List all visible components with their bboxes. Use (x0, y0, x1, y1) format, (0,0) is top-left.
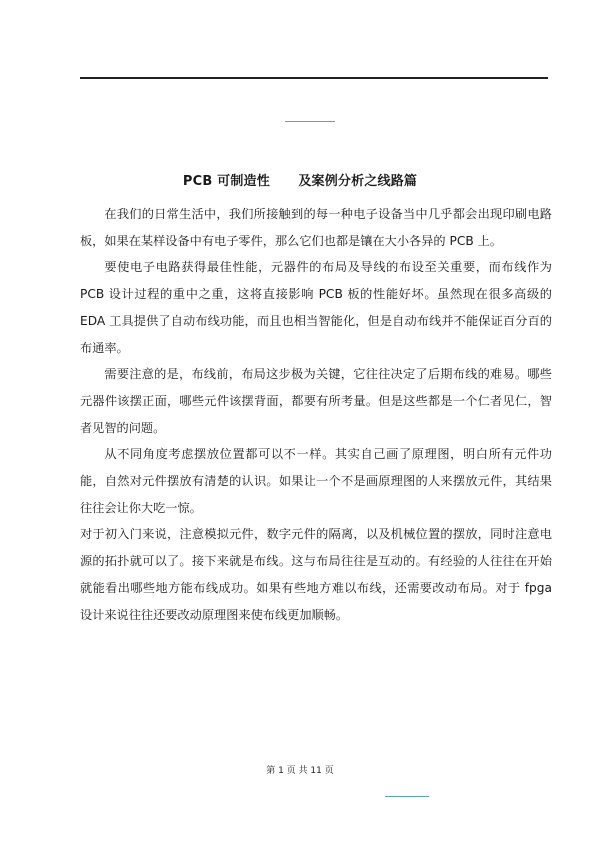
document-body (80, 201, 552, 628)
paragraph-layout-notes: 需要注意的是，布线前，布局这步极为关键，它往往决定了后期布线的难易。哪些元器件该摆正面，哪些元件该摆背面，都要有所考量。但是这些都是一个仁者见仁，智者见智的问题。 (80, 367, 552, 435)
header-rule (80, 77, 548, 79)
paragraph-routing-importance: 要使电子电路获得最佳性能，元器件的布局及导线的布设至关重要，而布线作为 PCB 设计过程的重中之重，这将直接影响 PCB 板的性能好坏。虽然现在很多高级的 EDA 工具提供了自动布线功能，而且也相当智能化，但是自动布线并不能保证百分百的布通率。 (80, 260, 552, 355)
paragraph-placement-perspective: 从不同角度考虑摆放位置都可以不一样。其实自己画了原理图，明白所有元件功能，自然对元件摆放有清楚的认识。如果让一个不是画原理图的人来摆放元件，其结果往往会让你大吃一惊。 (80, 447, 552, 515)
page-number-footer: 第 1 页 共 11 页 (266, 766, 334, 776)
header-blue-mark (285, 121, 335, 122)
paragraph-beginner-advice: 对于初入门来说，注意模拟元件，数字元件的隔离，以及机械位置的摆放，同时注意电源的拓扑就可以了。接下来就是布线。这与布局往往是互动的。有经验的人往往在开始就能看出哪些地方能布线成功。如果有些地方难以布线，还需要改动布局。对于 fpga 设计来说往往还要改动原理图来使布线更加顺畅。 (80, 527, 552, 622)
paragraph-intro: 在我们的日常生活中，我们所接触到的每一种电子设备当中几乎都会出现印刷电路板，如果在某样设备中有电子零件，那么它们也都是镶在大小各异的 PCB 上。 (80, 207, 552, 248)
document-title: PCB 可制造性 及案例分析之线路篇 (182, 174, 418, 189)
footer-blue-mark (385, 796, 429, 797)
